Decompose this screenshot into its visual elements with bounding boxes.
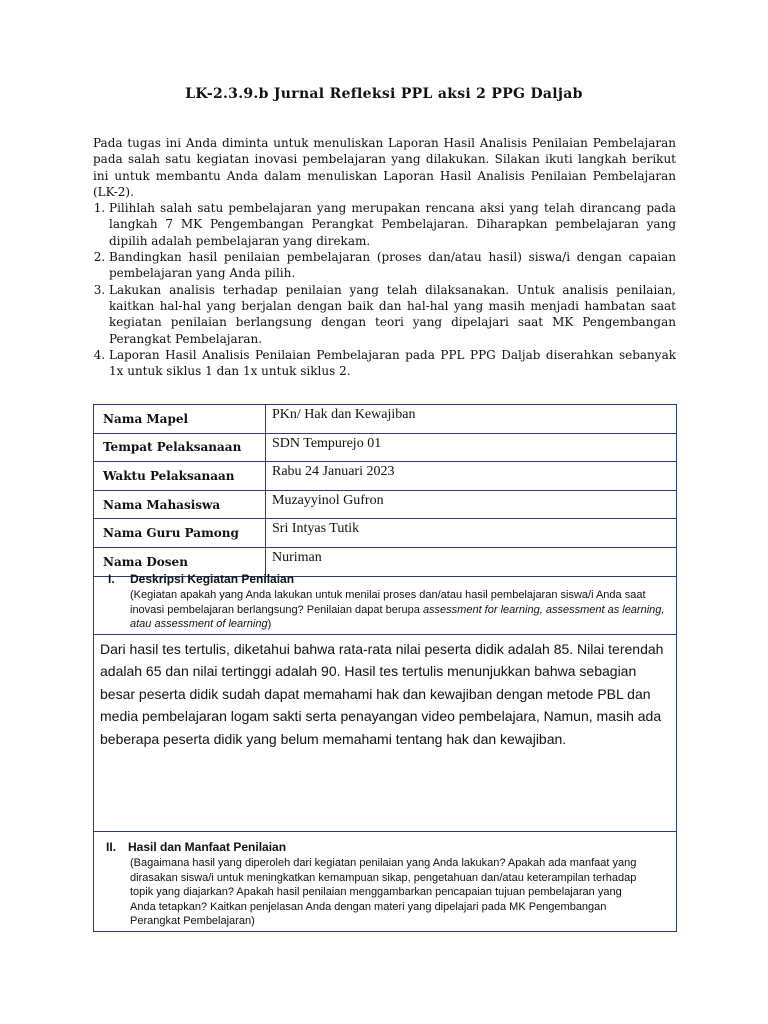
intro-block bbox=[93, 135, 676, 379]
dosen-value: Nuriman bbox=[266, 547, 677, 576]
section-1-box bbox=[93, 565, 677, 832]
mapel-label: Nama Mapel bbox=[94, 405, 266, 434]
mapel-value: PKn/ Hak dan Kewajiban bbox=[266, 405, 677, 434]
pamong-value: Sri Intyas Tutik bbox=[266, 519, 677, 548]
tempat-value: SDN Tempurejo 01 bbox=[266, 433, 677, 462]
table-row bbox=[94, 462, 677, 491]
table-row bbox=[94, 405, 677, 434]
table-row bbox=[94, 433, 677, 462]
instruction-list bbox=[93, 200, 676, 379]
table-row bbox=[94, 519, 677, 548]
document-title: LK-2.3.9.b Jurnal Refleksi PPL aksi 2 PPG Daljab bbox=[185, 86, 583, 102]
section-2-title: Hasil dan Manfaat Penilaian bbox=[128, 840, 287, 854]
instruction-item: 2. Bandingkan hasil penilaian pembelajaran (proses dan/atau hasil) siswa/i dengan capaian pembelajaran yang Anda pilih. bbox=[109, 249, 676, 282]
instruction-item: 1. Pilihlah salah satu pembelajaran yang merupakan rencana aksi yang telah dirancang pada langkah 7 MK Pengembangan Perangkat Pembelajaran. Diharapkan pembelajaran yang dipilih adalah pembelajaran yang direkam. bbox=[109, 200, 676, 249]
section-2-note: (Bagaimana hasil yang diperoleh dari kegiatan penilaian yang Anda lakukan? Apakah ada manfaat yang dirasakan siswa/i untuk meningkatkan kemampuan sikap, pengetahuan dan/atau keterampilan terhadap topik yang diajarkan? Apakah hasil penilaian menggambarkan pencapaian tujuan pembelajaran yang Anda tetapkan? Kaitkan penjelasan Anda dengan materi yang dipelajari pada MK Pengembangan Perangkat Pembelajaran) bbox=[130, 857, 637, 927]
identity-table bbox=[93, 404, 677, 577]
section-1-note-text: (Kegiatan apakah yang Anda lakukan untuk menilai proses dan/atau hasil pembelajaran siswa/i Anda saat inovasi pembelajaran berlangsung? Penilaian dapat berupa bbox=[130, 589, 646, 616]
section-1-note-italic: assessment for learning, assessment as learning, atau assessment of learning bbox=[130, 603, 665, 630]
mahasiswa-label: Nama Mahasiswa bbox=[94, 490, 266, 519]
tempat-label: Tempat Pelaksanaan bbox=[94, 433, 266, 462]
section-2-header bbox=[94, 832, 676, 856]
section-1-note-close: ) bbox=[267, 618, 272, 630]
section-1-header bbox=[94, 565, 676, 588]
mahasiswa-value: Muzayyinol Gufron bbox=[266, 490, 677, 519]
intro-paragraph: Pada tugas ini Anda diminta untuk menuliskan Laporan Hasil Analisis Penilaian Pembelajaran pada salah satu kegiatan inovasi pembelajaran yang dilakukan. Silakan ikuti langkah berikut ini untuk membantu Anda dalam menuliskan Laporan Hasil Analisis Penilaian Pembelajaran (LK-2). bbox=[93, 136, 676, 199]
instruction-item: 4. Laporan Hasil Analisis Penilaian Pembelajaran pada PPL PPG Daljab diserahkan sebanyak 1x untuk siklus 1 dan 1x untuk siklus 2. bbox=[109, 347, 676, 380]
instruction-item: 3. Lakukan analisis terhadap penilaian yang telah dilaksanakan. Untuk analisis penilaian, kaitkan hal-hal yang berjalan dengan baik dan hal-hal yang masih menjadi hambatan saat kegiatan penilaian berlangsung dengan teori yang dipelajari saat MK Pengembangan Perangkat Pembelajaran. bbox=[109, 282, 676, 347]
dosen-label: Nama Dosen bbox=[94, 547, 266, 576]
section-2-number: II. bbox=[106, 840, 117, 854]
section-1-number: I. bbox=[108, 572, 115, 586]
section-2-box bbox=[93, 831, 677, 932]
waktu-value: Rabu 24 Januari 2023 bbox=[266, 462, 677, 491]
section-1-title: Deskripsi Kegiatan Penilaian bbox=[130, 572, 295, 586]
section-1-answer: Dari hasil tes tertulis, diketahui bahwa rata-rata nilai peserta didik adalah 85. Nilai terendah adalah 65 dan nilai tertinggi adalah 90. Hasil tes tertulis menunjukkan bahwa sebagian besar peserta didik sudah dapat memahami hak dan kewajiban dengan metode PBL dan media pembelajaran logam sakti serta penayangan video pembelajara, Namun, masih ada beberapa peserta didik yang belum memahami tentang hak dan kewajiban. bbox=[100, 640, 664, 747]
pamong-label: Nama Guru Pamong bbox=[94, 519, 266, 548]
table-row bbox=[94, 490, 677, 519]
waktu-label: Waktu Pelaksanaan bbox=[94, 462, 266, 491]
section-1-note bbox=[94, 588, 676, 634]
